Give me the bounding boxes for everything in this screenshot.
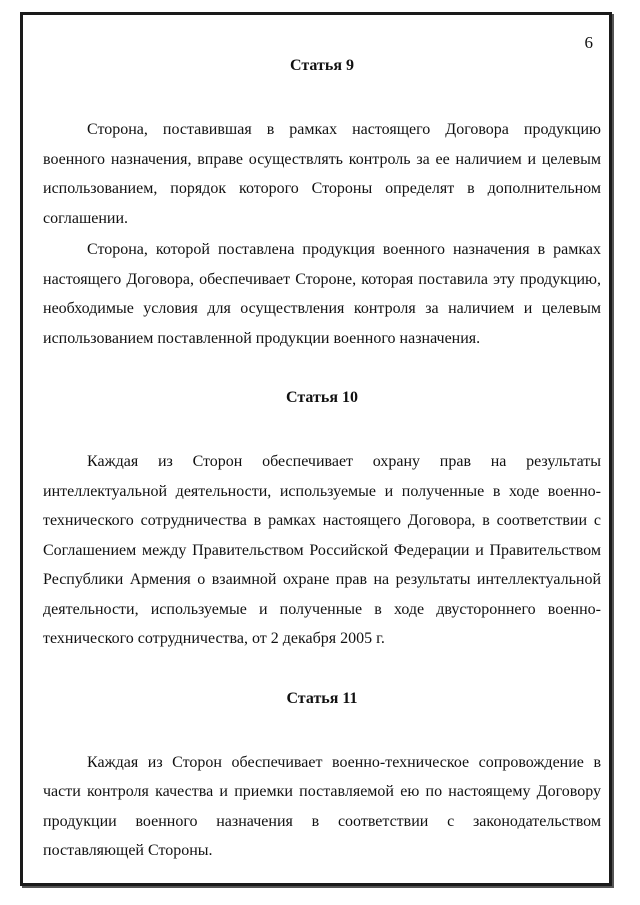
article-title: Статья 9 (290, 57, 354, 74)
article-title: Статья 10 (286, 389, 358, 406)
article-paragraph: Сторона, которой поставлена продукция военного назначения в рамках настоящего Договора, обеспечивает Стороне, которая поставила эту продукцию, необходимые условия для осуществления контроля за наличием и целевым использованием поставленной продукции военного назначения. (43, 241, 601, 347)
article-title: Статья 11 (286, 689, 358, 707)
page-frame (20, 12, 612, 886)
article-paragraph: Каждая из Сторон обеспечивает военно-техническое сопровождение в части контроля качества и приемки поставляемой ею по настоящему Договору продукции военного назначения в соответствии с законодательством поставляющей Стороны. (43, 753, 601, 859)
article-paragraph: Каждая из Сторон обеспечивает охрану прав на результаты интеллектуальной деятельности, используемые и полученные в ходе военно-технического сотрудничества в рамках настоящего Договора, в соответствии с Соглашением между Правительством Российской Федерации и Правительством Республики Армения о взаимной охране прав на результаты интеллектуальной деятельности, используемые и полученные в ходе двустороннего военно-технического сотрудничества, от 2 декабря 2005 г. (43, 453, 601, 647)
page-number: 6 (584, 33, 593, 52)
article-paragraph: Сторона, поставившая в рамках настоящего Договора продукцию военного назначения, вправе осуществлять контроль за ее наличием и целевым использованием, порядок которого Стороны определят в дополнительном соглашении. (43, 121, 601, 227)
document-body (43, 57, 601, 866)
